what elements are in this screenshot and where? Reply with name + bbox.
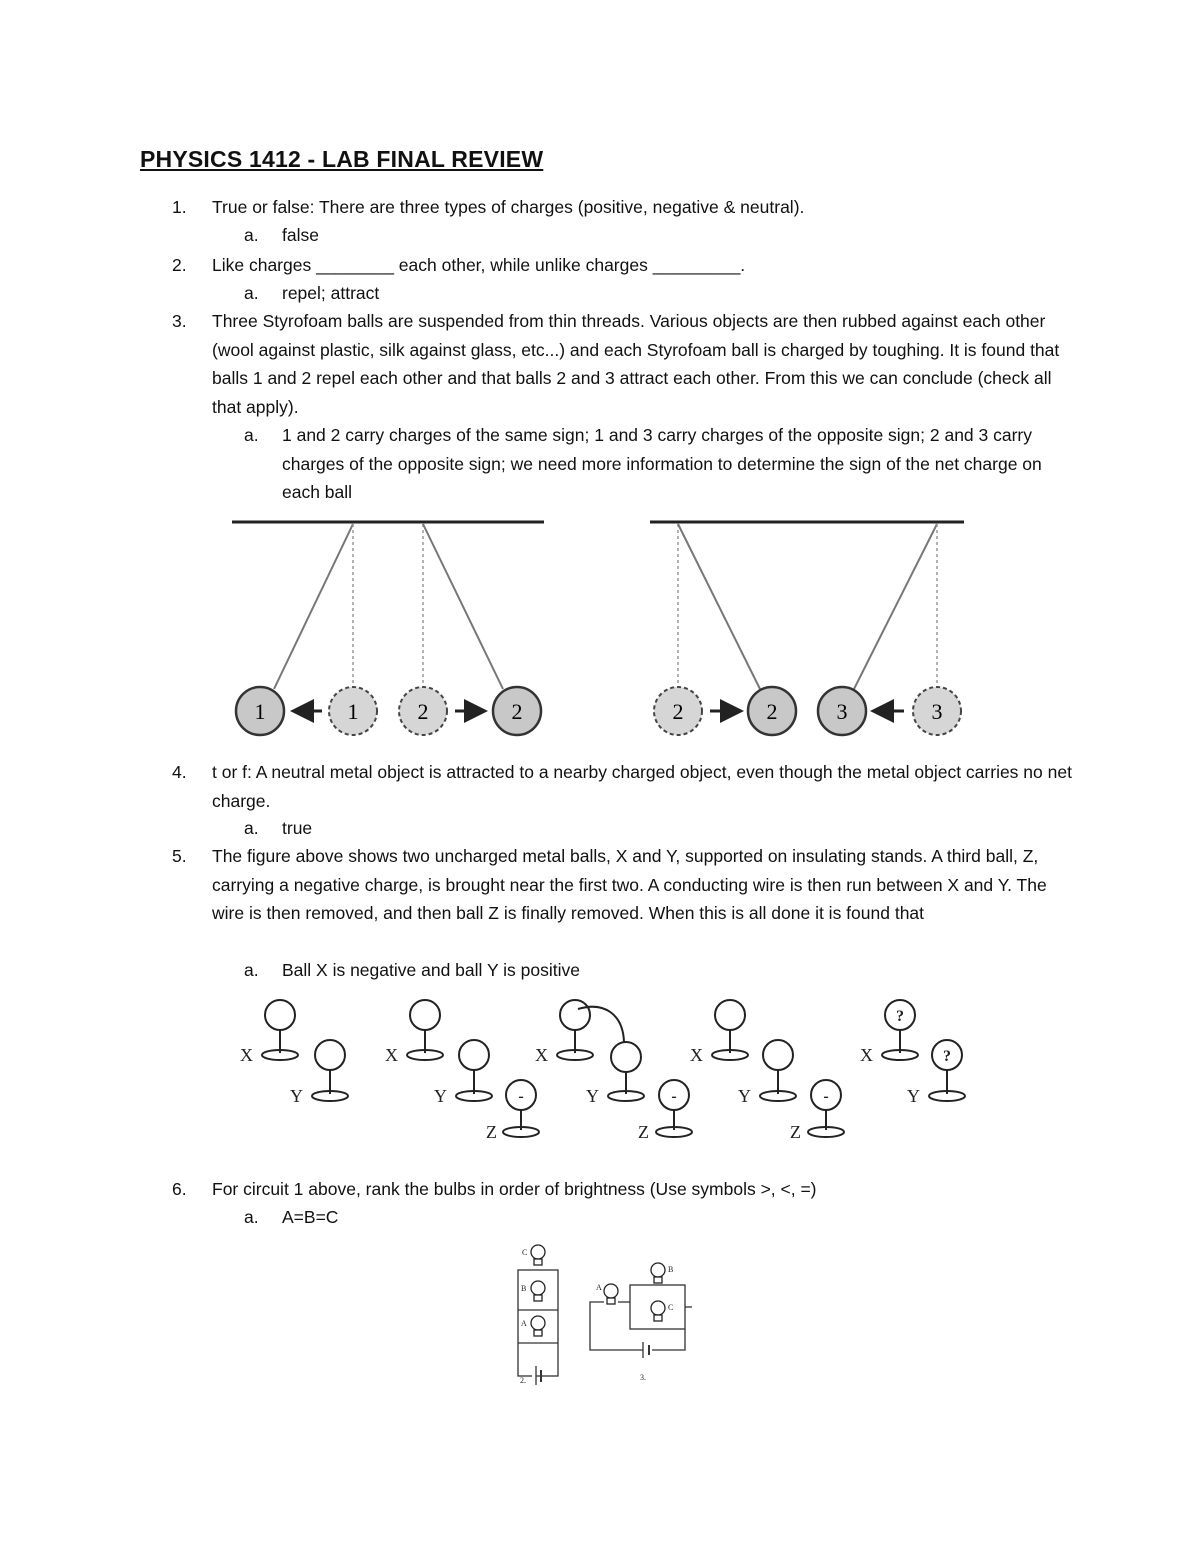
negative-charge: - bbox=[671, 1088, 677, 1105]
page-title: PHYSICS 1412 - LAB FINAL REVIEW bbox=[140, 146, 544, 172]
question-text: t or f: A neutral metal object is attracted to a nearby charged object, even though the metal object carries no net charge. bbox=[212, 762, 1072, 811]
label-y: Y bbox=[290, 1086, 303, 1106]
negative-charge: - bbox=[823, 1088, 829, 1105]
question-number: 3. bbox=[172, 311, 187, 331]
label-x: X bbox=[385, 1045, 398, 1065]
ball-label: 3 bbox=[931, 699, 943, 724]
answer-label: a. bbox=[244, 818, 259, 838]
circuit-figure bbox=[510, 1240, 700, 1385]
answer-text: repel; attract bbox=[282, 283, 380, 303]
label-x: X bbox=[860, 1045, 873, 1065]
ball-label: 3 bbox=[836, 699, 848, 724]
question-text: For circuit 1 above, rank the bulbs in order of brightness (Use symbols >, <, =) bbox=[212, 1179, 817, 1199]
circuit-label: 3. bbox=[640, 1373, 646, 1382]
label-z: Z bbox=[486, 1122, 497, 1142]
label-y: Y bbox=[434, 1086, 447, 1106]
ball-label: 1 bbox=[347, 699, 359, 724]
ball-label: 1 bbox=[254, 699, 266, 724]
pendulum-figure bbox=[220, 510, 980, 750]
answer-label: a. bbox=[244, 425, 259, 445]
bulb-label: A bbox=[596, 1283, 602, 1292]
bulb-label: A bbox=[521, 1319, 527, 1328]
circuit-label: 2. bbox=[520, 1376, 526, 1385]
negative-charge: - bbox=[518, 1088, 524, 1105]
label-z: Z bbox=[638, 1122, 649, 1142]
question-text: The figure above shows two uncharged metal balls, X and Y, supported on insulating stands. A third ball, Z, carrying a negative charge, is brought near the first two. A conducting wire is then run between X and Y. The wire is then removed, and then ball Z is finally removed. When this is all done it is found that bbox=[212, 846, 1047, 923]
bulb-label: B bbox=[668, 1265, 674, 1274]
answer-label: a. bbox=[244, 1207, 259, 1227]
label-y: Y bbox=[907, 1086, 920, 1106]
bulb-label: C bbox=[522, 1248, 528, 1257]
answer-label: a. bbox=[244, 960, 259, 980]
label-z: Z bbox=[790, 1122, 801, 1142]
unknown-charge: ? bbox=[896, 1008, 904, 1025]
question-text: Like charges ________ each other, while unlike charges _________. bbox=[212, 255, 746, 275]
ball-label: 2 bbox=[766, 699, 778, 724]
ball-label: 2 bbox=[672, 699, 684, 724]
answer-label: a. bbox=[244, 283, 259, 303]
question-text: Three Styrofoam balls are suspended from thin threads. Various objects are then rubbed against each other (wool against plastic, silk against glass, etc...) and each Styrofoam ball is charged by toughing. It is found that balls 1 and 2 repel each other and that balls 2 and 3 attract each other. From this we can conclude (check all that apply). bbox=[212, 311, 1060, 417]
bulb-label: B bbox=[521, 1284, 527, 1293]
metal-balls-figure bbox=[230, 995, 990, 1150]
label-x: X bbox=[690, 1045, 703, 1065]
answer-text: 1 and 2 carry charges of the same sign; 1 and 3 carry charges of the opposite sign; 2 and 3 carry charges of the opposite sign; we need more information to determine the sign of the net charge on each ball bbox=[282, 425, 1042, 502]
question-number: 1. bbox=[172, 197, 187, 217]
label-y: Y bbox=[586, 1086, 599, 1106]
question-number: 6. bbox=[172, 1179, 187, 1199]
answer-text: false bbox=[282, 225, 319, 245]
unknown-charge: ? bbox=[943, 1048, 951, 1065]
question-number: 2. bbox=[172, 255, 187, 275]
answer-text: true bbox=[282, 818, 313, 838]
question-text: True or false: There are three types of charges (positive, negative & neutral). bbox=[212, 197, 805, 217]
question-number: 4. bbox=[172, 762, 187, 782]
label-y: Y bbox=[738, 1086, 751, 1106]
answer-text: A=B=C bbox=[282, 1207, 339, 1227]
answer-text: Ball X is negative and ball Y is positive bbox=[282, 960, 581, 980]
answer-label: a. bbox=[244, 225, 259, 245]
bulb-label: C bbox=[668, 1303, 674, 1312]
question-number: 5. bbox=[172, 846, 187, 866]
ball-label: 2 bbox=[511, 699, 523, 724]
ball-label: 2 bbox=[417, 699, 429, 724]
label-x: X bbox=[535, 1045, 548, 1065]
label-x: X bbox=[240, 1045, 253, 1065]
